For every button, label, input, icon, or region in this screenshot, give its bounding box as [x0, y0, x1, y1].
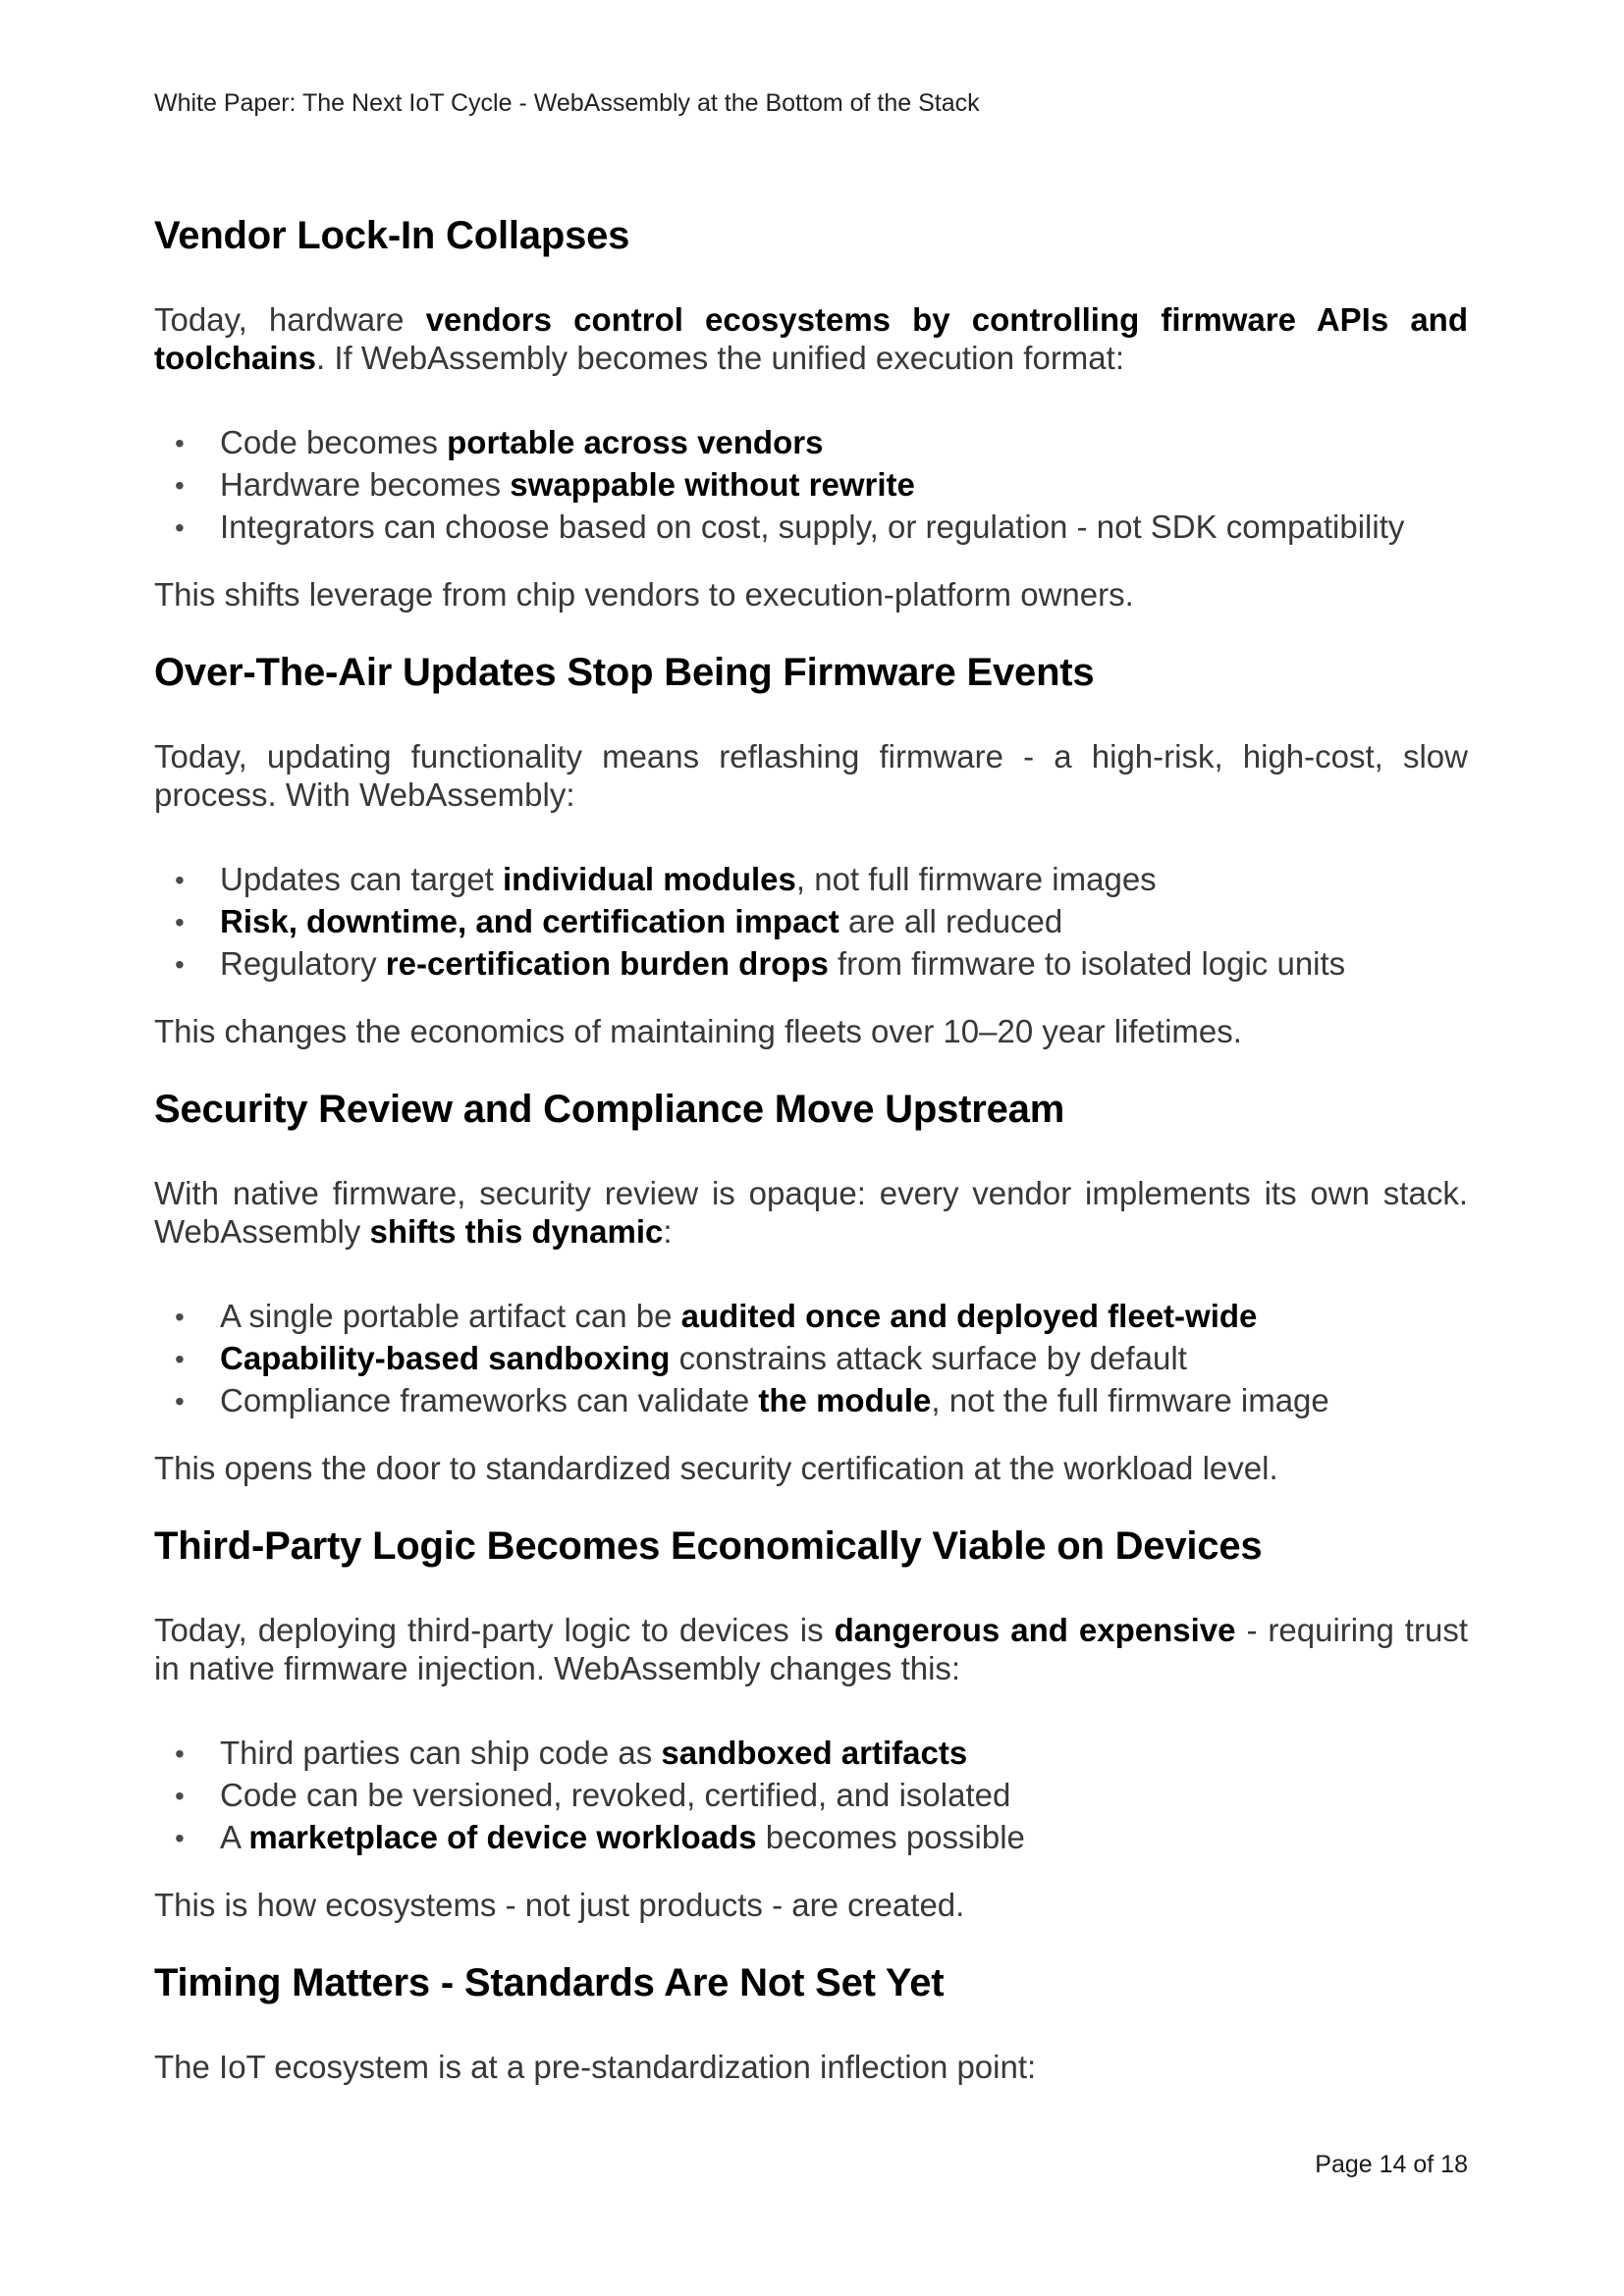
section-heading: Over-The-Air Updates Stop Being Firmware Events — [154, 651, 1095, 694]
intro-paragraph — [154, 2048, 1468, 2086]
text-run: A single portable artifact can be — [220, 1298, 681, 1334]
section — [154, 1088, 1468, 1487]
bold-text-run: vendors control ecosystems by controlling firmware APIs and toolchains — [154, 301, 1468, 376]
bullet-list — [154, 421, 1468, 548]
intro-paragraph — [154, 1611, 1468, 1687]
section-heading: Security Review and Compliance Move Upstream — [154, 1088, 1065, 1131]
text-run: constrains attack surface by default — [670, 1340, 1187, 1376]
bullet-item — [220, 506, 1468, 548]
bold-text-run: marketplace of device workloads — [248, 1819, 757, 1855]
text-run: A — [220, 1819, 249, 1855]
text-run: Regulatory — [220, 945, 386, 982]
section-heading: Third-Party Logic Becomes Economically Viable on Devices — [154, 1524, 1263, 1568]
bullet-item — [220, 1774, 1468, 1816]
intro-paragraph — [154, 737, 1468, 814]
bold-text-run: individual modules — [503, 861, 796, 897]
intro-paragraph — [154, 1174, 1468, 1251]
bold-text-run: Risk, downtime, and certification impact — [220, 903, 839, 939]
text-run: Hardware becomes — [220, 466, 511, 503]
bold-text-run: audited once and deployed fleet-wide — [680, 1298, 1258, 1334]
bullet-item — [220, 942, 1468, 985]
text-run: Today, hardware — [154, 301, 426, 338]
text-run: With native firmware, security review is opaque: every vendor implements its own stack. WebAssembly — [154, 1175, 1468, 1250]
text-run: , not the full firmware image — [931, 1382, 1329, 1418]
bold-text-run: dangerous and expensive — [834, 1612, 1236, 1648]
page-header: White Paper: The Next IoT Cycle - WebAssembly at the Bottom of the Stack — [154, 89, 980, 117]
page-footer: Page 14 of 18 — [1315, 2151, 1468, 2178]
closing-paragraph: This shifts leverage from chip vendors to execution-platform owners. — [154, 576, 1134, 613]
text-run: Today, deploying third-party logic to devices is — [154, 1612, 835, 1648]
bullet-list — [154, 858, 1468, 985]
text-run: Third parties can ship code as — [220, 1735, 662, 1771]
text-run: Code becomes — [220, 424, 448, 460]
bullet-item — [220, 463, 1468, 506]
bold-text-run: shifts this dynamic — [369, 1213, 664, 1250]
text-run: . If WebAssembly becomes the unified execution format: — [316, 340, 1124, 376]
bold-text-run: the module — [758, 1382, 932, 1418]
text-run: Updates can target — [220, 861, 504, 897]
document-content — [154, 214, 1468, 2086]
text-run: - requiring trust in native firmware injection. WebAssembly changes this: — [154, 1612, 1468, 1686]
section — [154, 1961, 1468, 2086]
bullet-item — [220, 1379, 1468, 1421]
text-run: from firmware to isolated logic units — [828, 945, 1346, 982]
section-heading: Timing Matters - Standards Are Not Set Yet — [154, 1961, 945, 2004]
section — [154, 1524, 1468, 1924]
text-run: , not full firmware images — [795, 861, 1157, 897]
closing-paragraph: This changes the economics of maintaining fleets over 10–20 year lifetimes. — [154, 1013, 1242, 1049]
text-run: Today, updating functionality means reflashing firmware - a high-risk, high-cost, slow process. With WebAssembly: — [154, 738, 1468, 813]
text-run: Code can be versioned, revoked, certified, and isolated — [220, 1777, 1011, 1813]
bold-text-run: sandboxed artifacts — [661, 1735, 968, 1771]
closing-paragraph: This is how ecosystems - not just products - are created. — [154, 1887, 965, 1923]
section — [154, 651, 1468, 1050]
section-heading: Vendor Lock-In Collapses — [154, 214, 630, 257]
bullet-item — [220, 1295, 1468, 1337]
bullet-item — [220, 858, 1468, 900]
bullet-item — [220, 1816, 1468, 1858]
text-run: : — [663, 1213, 673, 1250]
bullet-item — [220, 1732, 1468, 1774]
bold-text-run: re-certification burden drops — [385, 945, 829, 982]
closing-paragraph: This opens the door to standardized security certification at the workload level. — [154, 1450, 1278, 1486]
bold-text-run: swappable without rewrite — [510, 466, 915, 503]
bullet-list — [154, 1732, 1468, 1858]
bullet-item — [220, 421, 1468, 463]
bold-text-run: Capability-based sandboxing — [220, 1340, 671, 1376]
intro-paragraph — [154, 300, 1468, 377]
bullet-list — [154, 1295, 1468, 1421]
text-run: becomes possible — [756, 1819, 1025, 1855]
bullet-item — [220, 1337, 1468, 1379]
bold-text-run: portable across vendors — [447, 424, 824, 460]
text-run: The IoT ecosystem is at a pre-standardization inflection point: — [154, 2049, 1037, 2085]
bullet-item — [220, 900, 1468, 942]
text-run: Compliance frameworks can validate — [220, 1382, 759, 1418]
text-run: Integrators can choose based on cost, supply, or regulation - not SDK compatibility — [220, 508, 1405, 545]
text-run: are all reduced — [839, 903, 1063, 939]
section — [154, 214, 1468, 614]
